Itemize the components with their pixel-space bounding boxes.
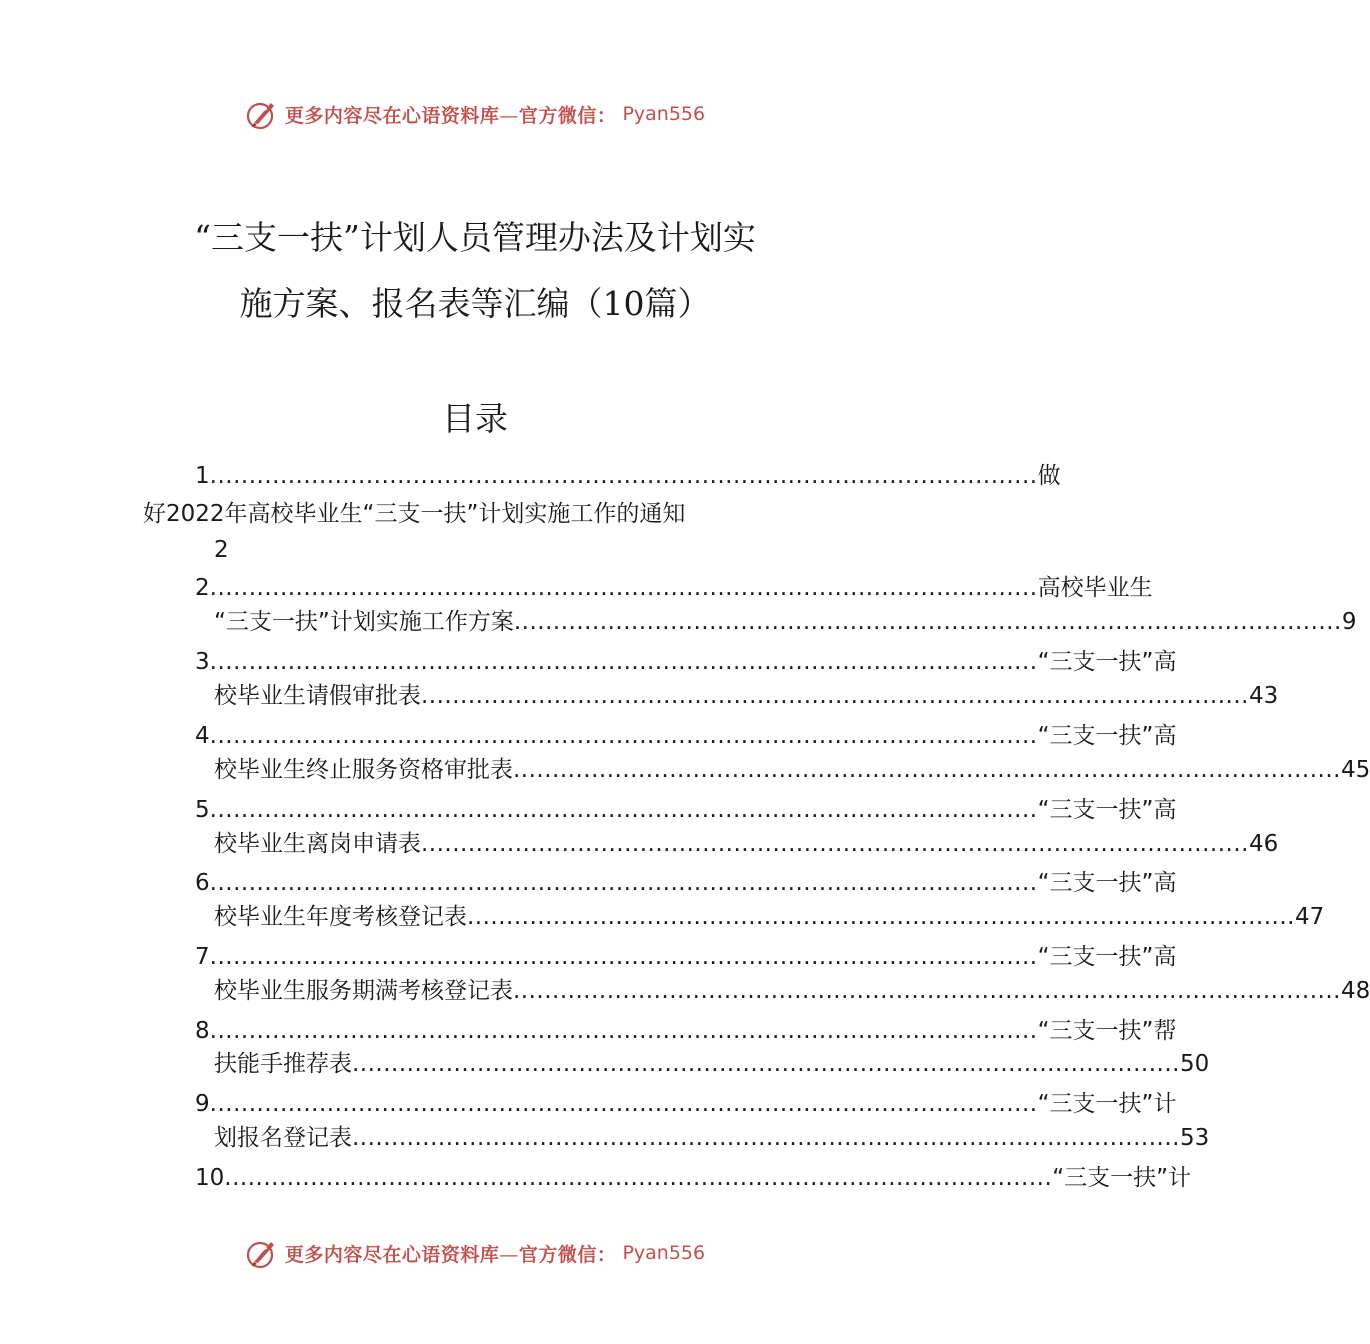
toc-entry-title-start: “三支一扶”高 (1037, 723, 1177, 749)
dot-leader: .......................................................................................................... (421, 831, 1249, 857)
toc-entry-2-line-2[interactable] (214, 607, 1357, 637)
document-title-line-2: 施方案、报名表等汇编（10篇） (239, 284, 711, 323)
toc-entry-title-start: “三支一扶”高 (1037, 944, 1177, 970)
toc-entry-9-line-2[interactable] (214, 1123, 1210, 1153)
toc-entry-4-line-1[interactable] (195, 721, 1177, 751)
dot-leader: .......................................................................................................... (209, 797, 1038, 823)
dot-leader: .......................................................................................................... (209, 944, 1038, 970)
toc-entry-number: 10 (195, 1165, 225, 1191)
toc-entry-8-line-1[interactable] (195, 1016, 1177, 1046)
quill-pen-icon (245, 97, 279, 131)
toc-entry-4-line-2[interactable] (214, 755, 1370, 785)
toc-entry-title-rest: “三支一扶”计划实施工作方案 (214, 609, 514, 635)
toc-entry-number: 2 (195, 575, 210, 601)
toc-entry-title-rest: 校毕业生服务期满考核登记表 (214, 978, 513, 1004)
dot-leader: .......................................................................................................... (209, 723, 1038, 749)
watermark-footer (0, 1233, 950, 1273)
toc-entry-title-rest: 校毕业生年度考核登记表 (214, 904, 467, 930)
dot-leader: .......................................................................................................... (209, 463, 1038, 489)
toc-entry-title-start: “三支一扶”高 (1037, 797, 1177, 823)
dot-leader: .......................................................................................................... (467, 904, 1295, 930)
toc-entry-number: 5 (195, 797, 210, 823)
toc-entry-title-start: “三支一扶”高 (1037, 870, 1177, 896)
toc-entry-number: 1 (195, 463, 210, 489)
toc-entry-3-line-2[interactable] (214, 681, 1279, 711)
toc-entry-title-start: 做 (1037, 463, 1061, 489)
toc-entry-title-rest: 校毕业生离岗申请表 (214, 831, 421, 857)
dot-leader: .......................................................................................................... (209, 870, 1038, 896)
dot-leader: .......................................................................................................... (513, 609, 1342, 635)
toc-entry-page: 50 (1179, 1051, 1210, 1077)
toc-heading: 目录 (442, 399, 508, 438)
toc-entry-title-start: 高校毕业生 (1037, 575, 1153, 601)
toc-entry-5-line-2[interactable] (214, 829, 1279, 859)
toc-entry-page: 53 (1179, 1125, 1210, 1151)
dot-leader: .......................................................................................................... (513, 978, 1341, 1004)
toc-entry-9-line-1[interactable] (195, 1089, 1177, 1119)
toc-entry-6-line-2[interactable] (214, 902, 1325, 932)
toc-entry-page: 46 (1248, 831, 1279, 857)
watermark-wechat-id: Pyan556 (622, 103, 706, 125)
toc-entry-number: 7 (195, 944, 210, 970)
dot-leader: .......................................................................................................... (352, 1051, 1180, 1077)
document-title-line-1: “三支一扶”计划人员管理办法及计划实 (194, 218, 756, 257)
dot-leader: .......................................................................................................... (209, 575, 1038, 601)
dot-leader: .......................................................................................................... (352, 1125, 1180, 1151)
toc-entry-number: 9 (195, 1091, 210, 1117)
toc-entry-3-line-1[interactable] (195, 647, 1177, 677)
toc-entry-number: 6 (195, 870, 210, 896)
toc-entry-2-line-1[interactable] (195, 573, 1153, 603)
toc-entry-number: 3 (195, 649, 210, 675)
dot-leader: .......................................................................................................... (209, 1091, 1038, 1117)
toc-entry-1-line-1[interactable] (195, 461, 1061, 491)
toc-entry-number: 4 (195, 723, 210, 749)
toc-entry-page: 48 (1340, 978, 1370, 1004)
dot-leader: .......................................................................................................... (224, 1165, 1053, 1191)
toc-entry-1-line-2[interactable]: 好2022年高校毕业生“三支一扶”计划实施工作的通知 (143, 501, 686, 527)
dot-leader: .......................................................................................................... (209, 649, 1038, 675)
toc-entry-title-start: “三支一扶”计 (1052, 1165, 1192, 1191)
dot-leader: .......................................................................................................... (513, 757, 1341, 783)
toc-entry-title-rest: 划报名登记表 (214, 1125, 352, 1151)
toc-entry-title-start: “三支一扶”帮 (1037, 1018, 1177, 1044)
toc-entry-10-line-1[interactable] (195, 1163, 1192, 1193)
toc-entry-title-rest: 校毕业生请假审批表 (214, 683, 421, 709)
toc-entry-page: 43 (1248, 683, 1279, 709)
watermark-brand-text: 更多内容尽在心语资料库—官方微信： (284, 1243, 617, 1266)
toc-entry-6-line-1[interactable] (195, 868, 1177, 898)
toc-entry-page: 9 (1341, 609, 1357, 635)
toc-entry-title-start: “三支一扶”高 (1037, 649, 1177, 675)
watermark-header (0, 94, 950, 134)
toc-entry-title-rest: 校毕业生终止服务资格审批表 (214, 757, 513, 783)
toc-entry-8-line-2[interactable] (214, 1049, 1210, 1079)
dot-leader: .......................................................................................................... (209, 1018, 1038, 1044)
toc-entry-title-start: “三支一扶”计 (1037, 1091, 1177, 1117)
toc-entry-1-page[interactable]: 2 (214, 537, 229, 563)
toc-entry-7-line-1[interactable] (195, 942, 1177, 972)
watermark-wechat-id: Pyan556 (622, 1242, 706, 1264)
toc-entry-title-rest: 扶能手推荐表 (214, 1051, 352, 1077)
toc-entry-5-line-1[interactable] (195, 795, 1177, 825)
dot-leader: .......................................................................................................... (421, 683, 1249, 709)
toc-entry-7-line-2[interactable] (214, 976, 1370, 1006)
toc-entry-page: 47 (1294, 904, 1325, 930)
watermark-brand-text: 更多内容尽在心语资料库—官方微信： (284, 104, 617, 127)
toc-entry-page: 45 (1340, 757, 1370, 783)
toc-entry-number: 8 (195, 1018, 210, 1044)
quill-pen-icon (245, 1236, 279, 1270)
